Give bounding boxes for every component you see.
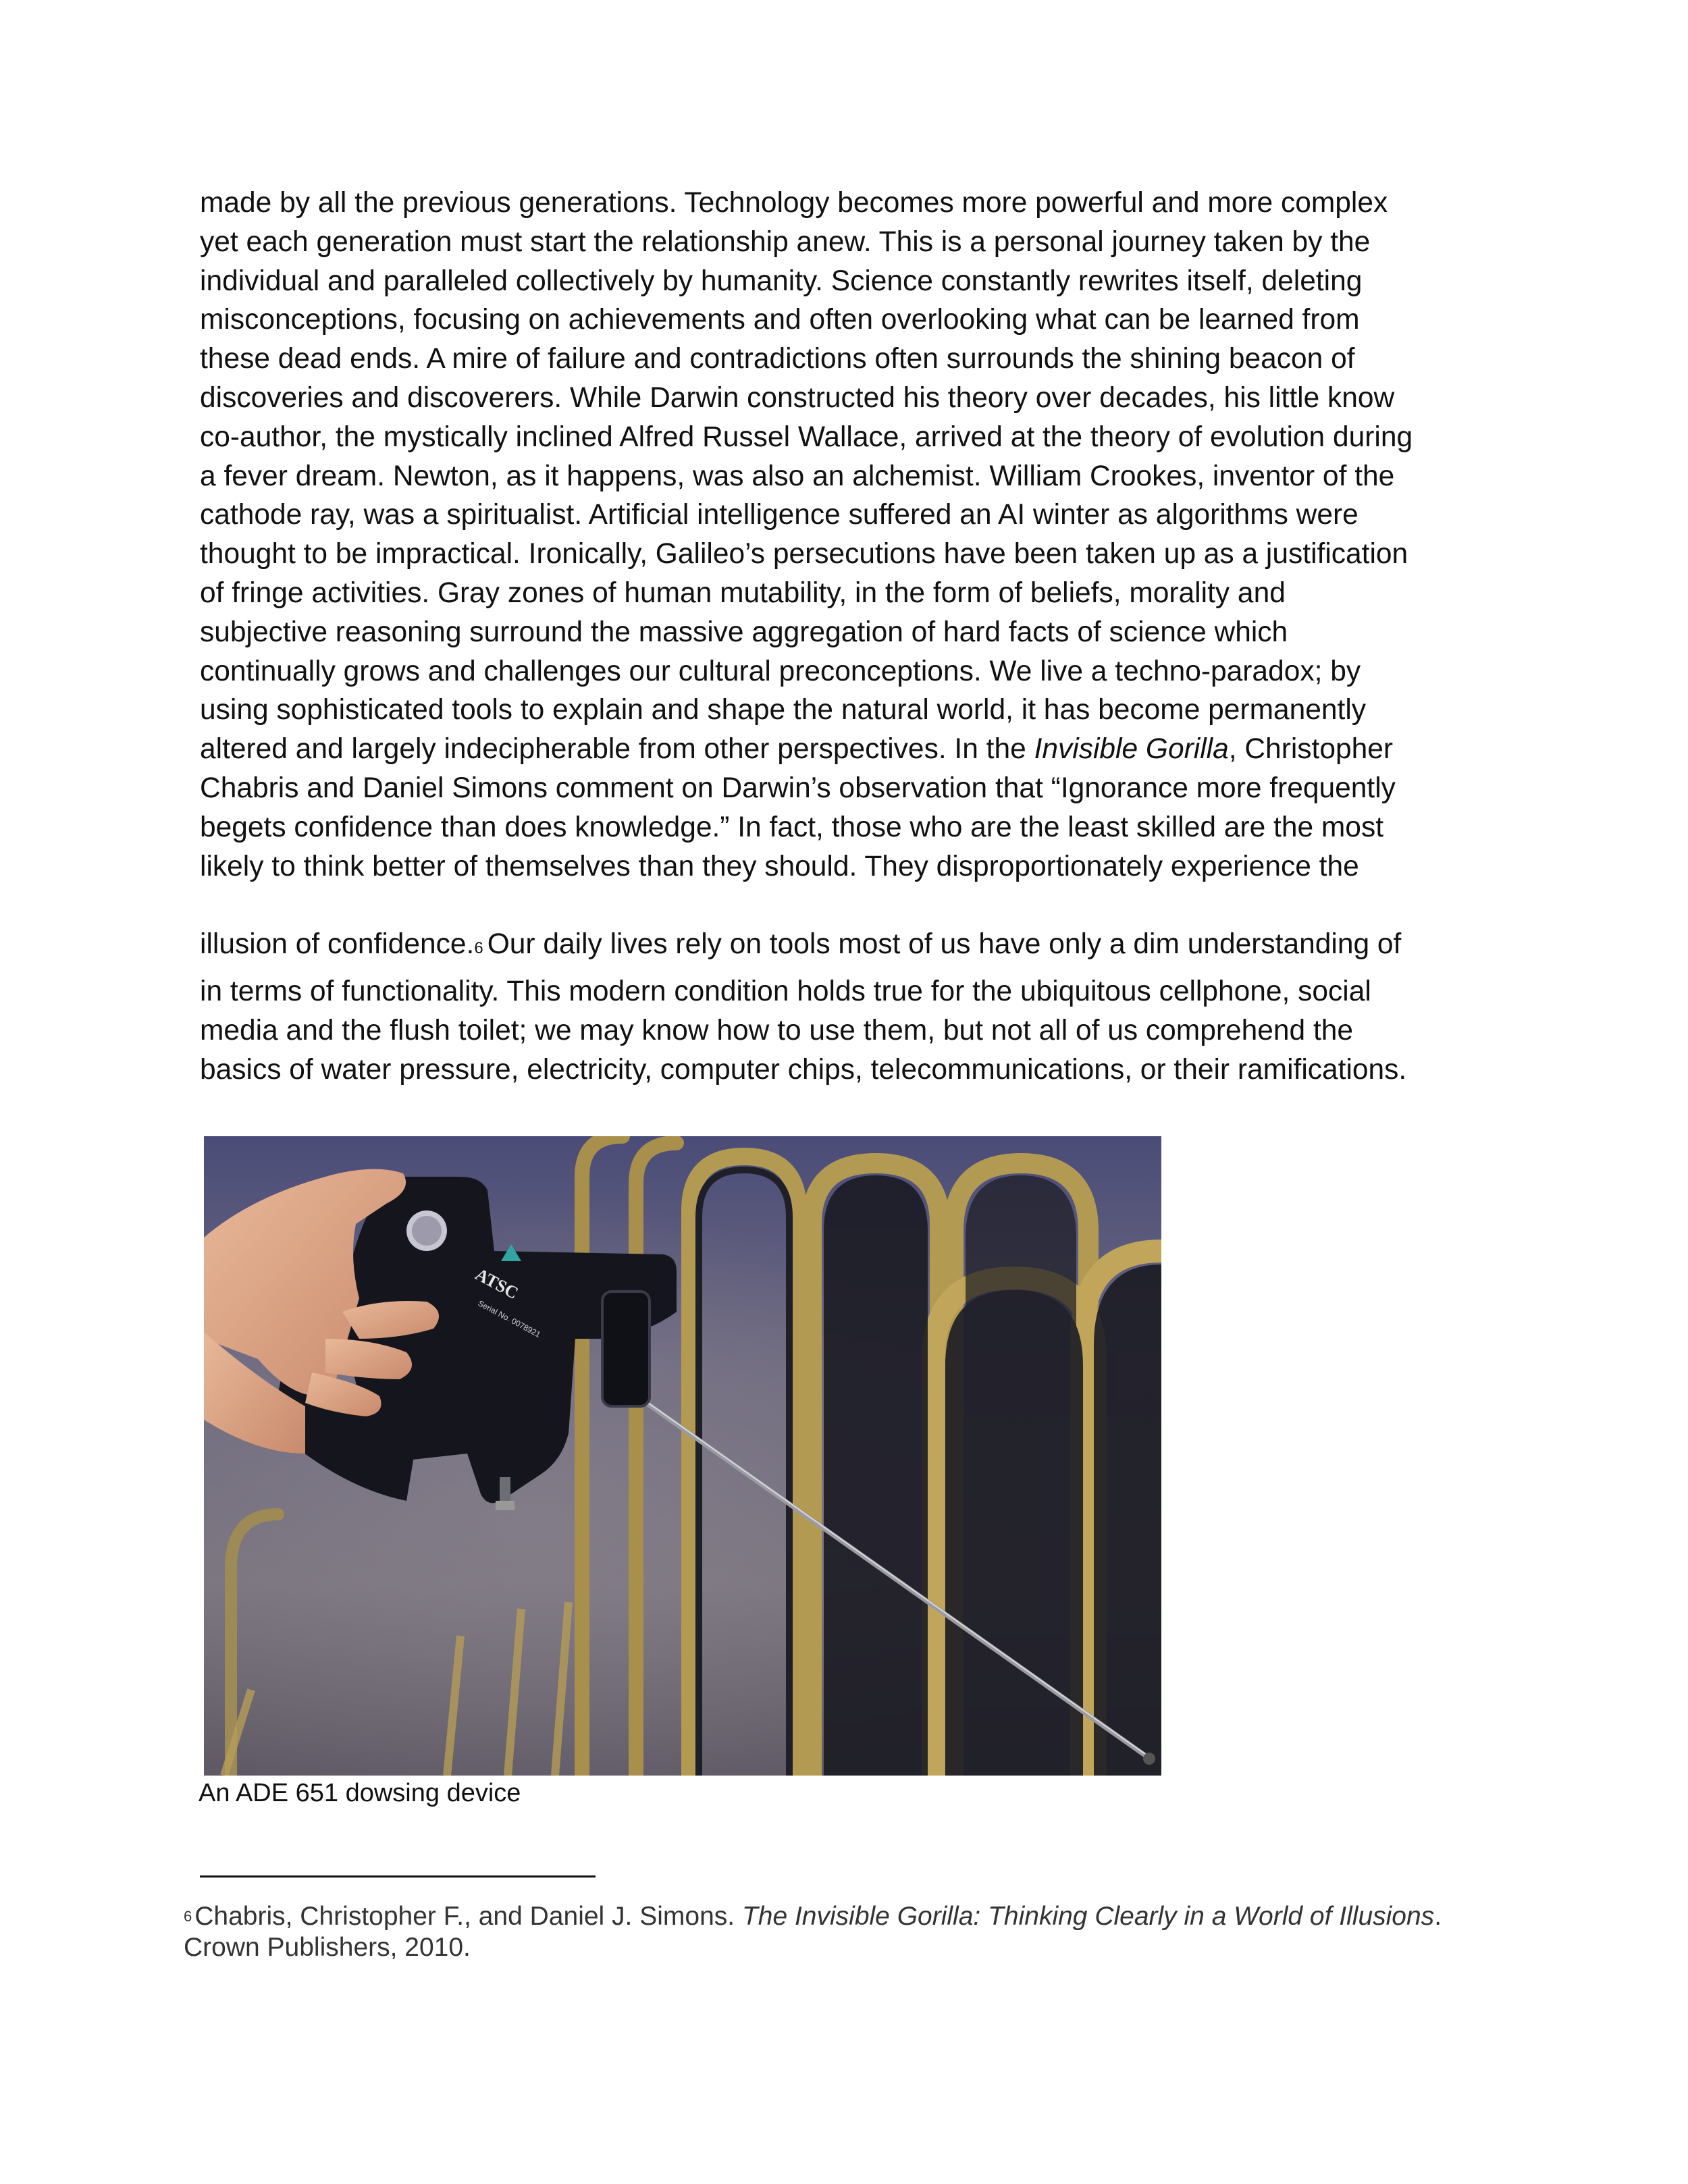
text-segment: Our daily lives rely on tools most of us have only a dim understanding of bbox=[487, 928, 1402, 961]
text-line: begets confidence than does knowledge.” In fact, those who are the least skilled are the most bbox=[200, 811, 1384, 843]
text-line: individual and paralleled collectively by humanity. Science constantly rewrites itself, deleting bbox=[200, 265, 1363, 297]
text-line: basics of water pressure, electricity, computer chips, telecommunications, or their ramifications. bbox=[200, 1053, 1407, 1086]
text-line: cathode ray, was a spiritualist. Artificial intelligence suffered an AI winter as algorithms were bbox=[200, 499, 1359, 531]
text-line: a fever dream. Newton, as it happens, was also an alchemist. William Crookes, inventor of the bbox=[200, 460, 1395, 492]
footnote-number: 6 bbox=[184, 1908, 192, 1925]
text-line-with-footnote-ref bbox=[200, 925, 1510, 964]
footnote-authors: Chabris, Christopher F., and Daniel J. Simons. bbox=[194, 1902, 742, 1931]
text-segment: illusion of confidence. bbox=[200, 928, 475, 961]
text-line: in terms of functionality. This modern condition holds true for the ubiquitous cellphone, social bbox=[200, 976, 1371, 1008]
text-line: discoveries and discoverers. While Darwin constructed his theory over decades, his little know bbox=[200, 381, 1395, 414]
text-line: yet each generation must start the relationship anew. This is a personal journey taken by the bbox=[200, 225, 1371, 258]
text-segment: , Christopher bbox=[1228, 733, 1394, 766]
footnote-punctuation: . bbox=[1434, 1902, 1442, 1931]
book-title-italic: Invisible Gorilla bbox=[1034, 733, 1229, 766]
text-line: made by all the previous generations. Technology becomes more powerful and more complex bbox=[200, 187, 1388, 219]
device-serial-label: Serial No. 0078921 bbox=[476, 1298, 542, 1339]
text-line: using sophisticated tools to explain and shape the natural world, it has become permanently bbox=[200, 694, 1367, 726]
text-line: these dead ends. A mire of failure and contradictions often surrounds the shining beacon of bbox=[200, 343, 1355, 375]
footnote-separator bbox=[200, 1875, 596, 1877]
footnote-publisher: Crown Publishers, 2010. bbox=[184, 1933, 471, 1962]
device-brand-label: ATSC bbox=[472, 1264, 522, 1303]
text-line: of fringe activities. Gray zones of human mutability, in the form of beliefs, morality and bbox=[200, 577, 1286, 609]
text-line: likely to think better of themselves than they should. They disproportionately experience the bbox=[200, 850, 1359, 882]
dowsing-device-photo bbox=[204, 1136, 1161, 1776]
text-segment: altered and largely indecipherable from other perspectives. In the bbox=[200, 733, 1034, 766]
text-line: Chabris and Daniel Simons comment on Darwin’s observation that “Ignorance more frequently bbox=[200, 772, 1396, 804]
text-line: misconceptions, focusing on achievements and often overlooking what can be learned from bbox=[200, 304, 1360, 336]
text-line: co-author, the mystically inclined Alfred Russel Wallace, arrived at the theory of evolution during bbox=[200, 421, 1413, 453]
text-line: continually grows and challenges our cultural preconceptions. We live a techno-paradox; by bbox=[200, 655, 1361, 687]
text-line-with-book-title bbox=[200, 730, 1510, 769]
text-line: subjective reasoning surround the massive aggregation of hard facts of science which bbox=[200, 616, 1288, 648]
text-line: media and the flush toilet; we may know how to use them, but not all of us comprehend the bbox=[200, 1014, 1354, 1046]
figure-caption: An ADE 651 dowsing device bbox=[199, 1779, 521, 1807]
footnote-reference[interactable]: 6 bbox=[474, 939, 483, 958]
footnote bbox=[184, 1901, 1534, 1963]
footnote-book-title: The Invisible Gorilla: Thinking Clearly in a World of Illusions bbox=[741, 1902, 1435, 1931]
body-paragraph bbox=[200, 184, 1510, 1090]
text-line: thought to be impractical. Ironically, Galileo’s persecutions have been taken up as a justification bbox=[200, 538, 1408, 570]
